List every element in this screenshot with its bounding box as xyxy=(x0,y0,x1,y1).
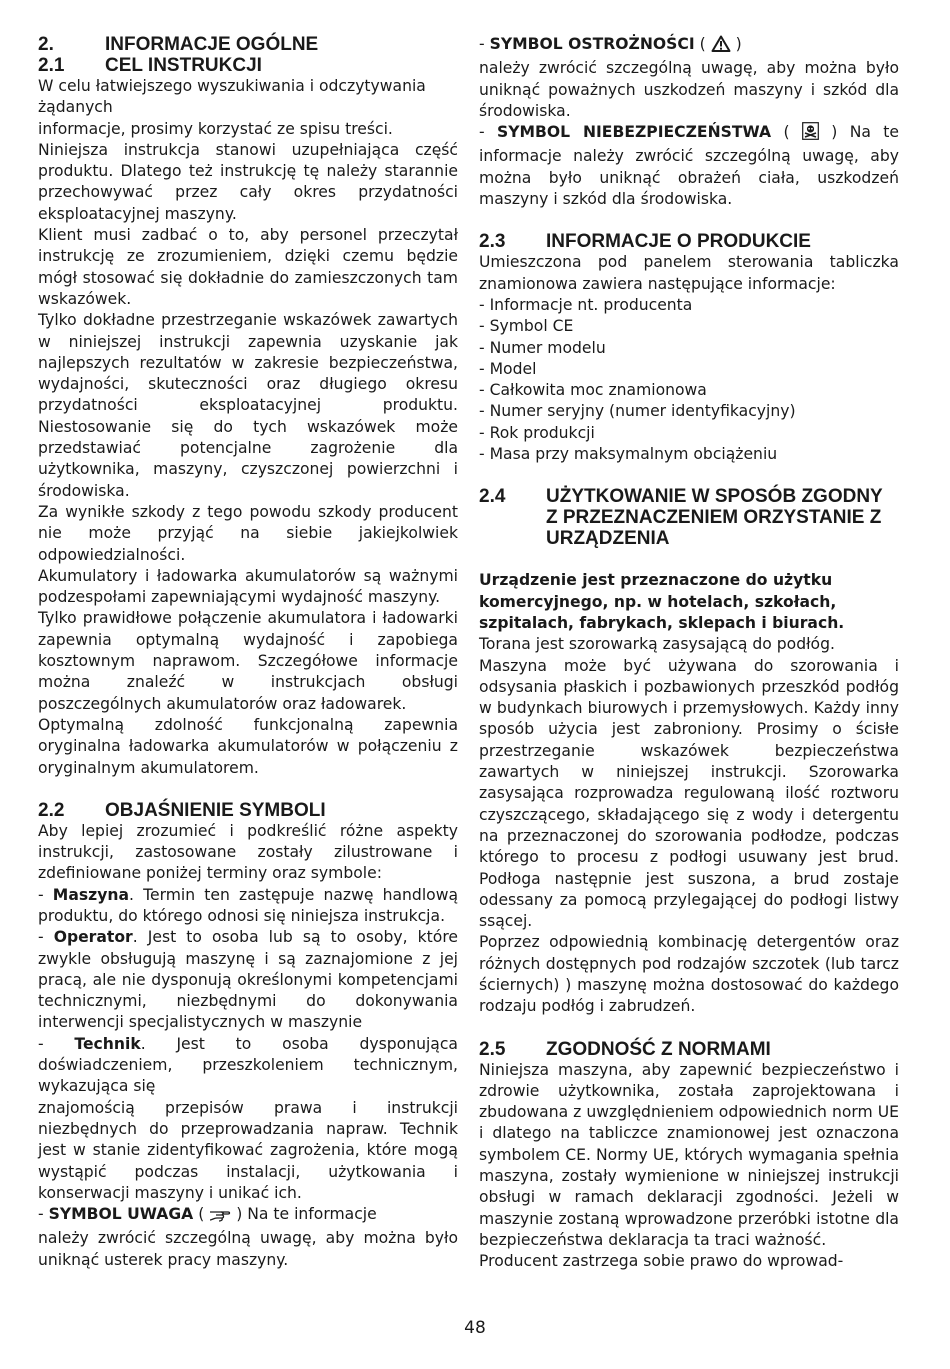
section-number: 2.3 xyxy=(479,231,506,253)
paragraph: informacje, prosimy korzystać ze spisu treści. xyxy=(38,119,393,138)
term: Technik xyxy=(74,1034,141,1053)
definition-maszyna: - Maszyna. Termin ten zastępuje nazwę handlową produktu, do którego odnosi się niniejsza instrukcja. xyxy=(38,885,458,925)
paragraph: należy zwrócić szczególną uwagę, aby można było uniknąć usterek pracy maszyny. xyxy=(38,1229,458,1269)
bold-intro: Urządzenie jest przeznaczone do użytku komercyjnego, np. w hotelach, szkołach, szpitalach, fabrykach, sklepach i biurach. xyxy=(479,571,845,632)
term: SYMBOL UWAGA xyxy=(48,1205,194,1224)
paragraph: Klient musi zadbać o to, aby personel przeczytał instrukcję ze zrozumieniem, dzięki czemu będzie mógł stosować się dokładnie do zamieszczonych tam wskazówek. xyxy=(38,226,458,308)
paragraph: Tylko dokładne przestrzeganie wskazówek zawartych w niniejszej instrukcji zapewnia uzyskanie jak najlepszych rezultatów w zakresie bezpieczeństwa, wydajności, skuteczności oraz długiego okresu przydatności eksploatacyjnej produktu. Niestosowanie się do tych wskazówek może przedstawiać potencjalne zagrożenie dla użytkownika, maszyny, czyszczonej powierzchni i środowiska. xyxy=(38,311,458,500)
term: SYMBOL NIEBEZPIECZEŃSTWA xyxy=(497,123,772,142)
section-number: 2. xyxy=(38,34,54,55)
section-title: UŻYTKOWANIE W SPOSÓB ZGODNY Z PRZEZNACZENIEM ORZYSTANIE Z URZĄDZENIA xyxy=(546,486,883,550)
list-item: - Informacje nt. producenta xyxy=(479,295,693,314)
paragraph: znajomością przepisów prawa i instrukcji niezbędnych do przeprowadzania napraw. Technik jest w stanie zidentyfikować zagrożenia, które mogą wystąpić podczas instalacji, użytkowania i konserwacji maszyny i unikać ich. xyxy=(38,1098,458,1202)
section-number: 2.4 xyxy=(479,486,506,508)
paragraph: Poprzez odpowiednią kombinację detergentów oraz różnych dostępnych pod rodzajów szczotek (lub tarcz ściernych) ) maszynę można dostosować do każdego rodzaju podłóg i zabrudzeń. xyxy=(479,933,899,1016)
paragraph: Niniejsza instrukcja stanowi uzupełniająca część produktu. Dlatego też instrukcję tę należy starannie przechowywać przez cały okres przydatności eksploatacyjnej maszyny. xyxy=(38,140,458,223)
section-2-1-heading xyxy=(38,55,458,76)
term: SYMBOL OSTROŻNOŚCI xyxy=(489,35,695,53)
paragraph: Torana jest szorowarką zasysającą do podłóg. xyxy=(479,635,835,654)
section-2-4-heading xyxy=(479,486,899,549)
paragraph: Producent zastrzega sobie prawo do wprowad- xyxy=(479,1252,844,1271)
list-item: - Masa przy maksymalnym obciążeniu xyxy=(479,445,778,464)
section-number: 2.5 xyxy=(479,1038,506,1060)
definition-symbol-uwaga: - SYMBOL UWAGA ( ) Na te informacje xyxy=(38,1204,458,1228)
page-number: 48 xyxy=(464,1318,486,1338)
pointing-hand-icon xyxy=(209,1207,231,1228)
paragraph: Maszyna może być używana do szorowania i odsysania płaskich i pozbawionych przeszkód podłóg w budynkach biurowych i przemysłowych. Każdy inny sposób użycia jest zabroniony. Prosimy o ścisłe przestrzeganie wskazówek bezpieczeństwa zawartych w niniejszej instrukcji. Szorowarka zasysająca rozprowadza regulowaną ilość roztworu czyszczącego, składającego się z wody i detergentu na przeznaczonej do szorowania podłodze, podczas którego to procesu z podłogi usuwany jest brud. Podłoga następnie jest suszona, a brud zostaje odessany za pomocą przylegającej do podłogi listwy ssącej. xyxy=(479,656,899,931)
paragraph: należy zwrócić szczególną uwagę, aby można było uniknąć poważnych uszkodzeń maszyny i szkód dla środowiska. xyxy=(479,59,899,120)
list-item: - Symbol CE xyxy=(479,317,574,336)
section-number: 2.2 xyxy=(38,799,65,821)
definition-symbol-niebezpieczenstwa: - SYMBOL NIEBEZPIECZEŃSTWA ( ) Na te informacje należy zwrócić szczególną uwagę, aby można było uniknąć obrażeń ciała, uszkodzeń maszyny i szkód dla środowiska. xyxy=(479,123,899,209)
definition-symbol-ostroznosci: - SYMBOL OSTROŻNOŚCI ( ) xyxy=(479,34,899,58)
definition-technik: - Technik. Jest to osoba dysponująca doświadczeniem, przeszkoleniem technicznym, wykazująca się xyxy=(38,1034,458,1096)
paragraph: Tylko prawidłowe połączenie akumulatora i ładowarki zapewnia optymalną wydajność i zapobiega kosztownym naprawom. Szczegółowe informacje można znaleźć w instrukcjach obsługi poszczególnych akumulatorów oraz ładowarek. xyxy=(38,609,458,713)
list-item: - Rok produkcji xyxy=(479,423,595,442)
section-number: 2.1 xyxy=(38,55,65,76)
paragraph: Za wynikłe szkody z tego powodu szkody producent nie może przyjąć na siebie jakiejkolwiek odpowiedzialności. xyxy=(38,502,458,564)
left-column xyxy=(38,34,458,1271)
term: Maszyna xyxy=(52,885,129,904)
paragraph: Aby lepiej zrozumieć i podkreślić różne aspekty instrukcji, zastosowane zostały zilustrowane i zdefiniowane poniżej terminy oraz symbole: xyxy=(38,821,458,883)
warning-triangle-icon xyxy=(711,35,731,58)
paragraph: Niniejsza maszyna, aby zapewnić bezpieczeństwo i zdrowie użytkownika, została zaprojektowana i zbudowana z uwzględnieniem odpowiednich norm UE i dlatego na tabliczce znamionowej jest oznaczona symbolem CE. Normy UE, których wymagania spełnia maszyna, zostały wymienione w niniejszej instrukcji obsługi w ramach deklaracji zgodności. Jeżeli w maszynie zostaną wprowadzone przeróbki istotne dla bezpieczeństwa deklaracja ta traci ważność. xyxy=(479,1060,899,1249)
paragraph: Akumulatory i ładowarka akumulatorów są ważnymi podzespołami zapewniającymi wydajność maszyny. xyxy=(38,566,458,607)
skull-danger-icon xyxy=(802,122,819,146)
term: Operator xyxy=(53,928,133,947)
right-column xyxy=(479,34,899,1273)
paragraph: Optymalną zdolność funkcjonalną zapewnia oryginalna ładowarka akumulatorów w połączeniu z oryginalnym akumulatorem. xyxy=(38,715,458,777)
section-2-heading xyxy=(38,34,458,55)
section-title: ZGODNOŚĆ Z NORMAMI xyxy=(546,1038,771,1060)
paragraph: W celu łatwiejszego wyszukiwania i odczytywania żądanych xyxy=(38,77,426,117)
list-item: - Model xyxy=(479,359,537,378)
section-2-2-heading xyxy=(38,800,458,821)
definition-operator: - Operator. Jest to osoba lub są to osoby, które zwykle obsługują maszynę i są zaznajomione z jej pracą, ale nie dysponują określonymi kompetencjami technicznymi, niezbędnymi do dokonywania interwencji specjalistycznych w maszynie xyxy=(38,928,458,1032)
list-item: - Numer modelu xyxy=(479,338,606,357)
section-title: CEL INSTRUKCJI xyxy=(105,55,262,76)
list-item: - Numer seryjny (numer identyfikacyjny) xyxy=(479,402,796,421)
paragraph: Umieszczona pod panelem sterowania tabliczka znamionowa zawiera następujące informacje: xyxy=(479,253,899,293)
section-title: OBJAŚNIENIE SYMBOLI xyxy=(105,799,326,821)
section-title: INFORMACJE OGÓLNE xyxy=(105,34,319,55)
section-2-3-heading xyxy=(479,231,899,252)
section-title: INFORMACJE O PRODUKCIE xyxy=(546,231,811,253)
list-item: - Całkowita moc znamionowa xyxy=(479,381,707,400)
section-2-5-heading xyxy=(479,1039,899,1060)
